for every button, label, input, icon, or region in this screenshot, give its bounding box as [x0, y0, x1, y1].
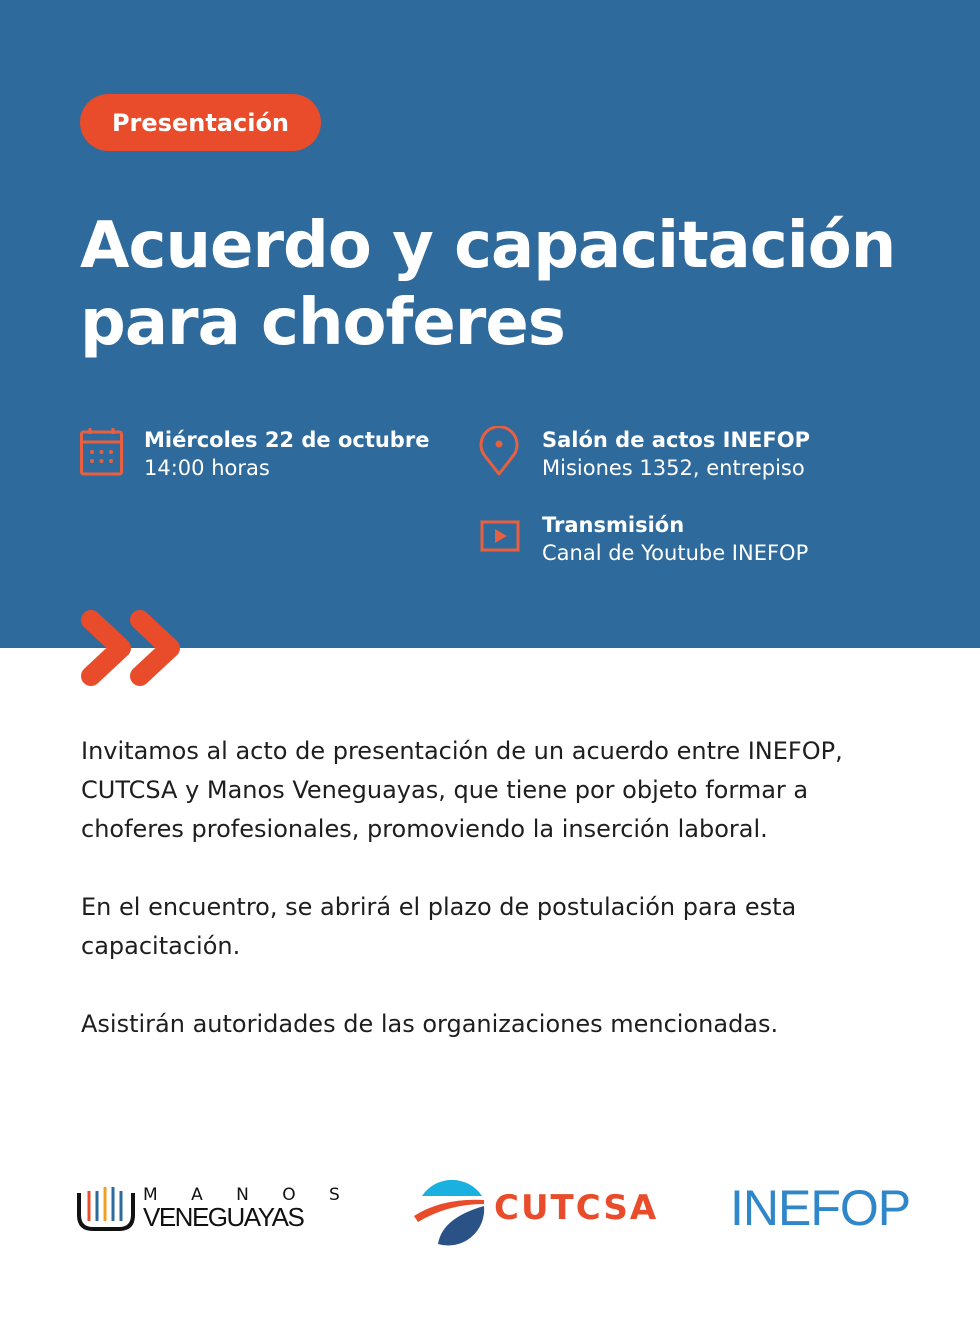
time-text: 14:00 horas: [144, 456, 270, 480]
location-pin-icon: [478, 426, 524, 478]
logo-text-top: M A N O S: [143, 1184, 354, 1205]
page-title: Acuerdo y capacitación para choferes: [80, 209, 896, 360]
paragraph: Invitamos al acto de presentación de un acuerdo entre INEFOP, CUTCSA y Manos Veneguayas, que tiene por objeto formar a choferes profesionales, promoviendo la inserción laboral.: [81, 737, 843, 843]
event-location: [478, 426, 810, 482]
calendar-icon: [80, 426, 126, 478]
venue-name: Salón de actos INEFOP: [542, 428, 810, 452]
cutcsa-logo: [412, 1170, 658, 1246]
paragraph: Asistirán autoridades de las organizaciones mencionadas.: [81, 1010, 779, 1038]
stream-channel: Canal de Youtube INEFOP: [542, 541, 809, 565]
venue-address: Misiones 1352, entrepiso: [542, 456, 805, 480]
date-text: Miércoles 22 de octubre: [144, 428, 430, 452]
partner-logos: [0, 1165, 980, 1255]
event-stream: [478, 511, 808, 567]
description: [81, 732, 901, 1083]
inefop-logo: [730, 1179, 910, 1237]
logo-text: CUTCSA: [494, 1188, 659, 1228]
header-banner: [0, 0, 980, 648]
stream-label: Transmisión: [542, 513, 685, 537]
event-date: [80, 426, 429, 482]
manos-veneguayas-logo: [75, 1183, 354, 1233]
logo-text: INEFOP: [730, 1180, 911, 1236]
logo-text-bottom: VENEGUAYAS: [143, 1201, 304, 1232]
double-chevron-icon: [78, 608, 182, 688]
cutcsa-emblem-icon: [412, 1170, 488, 1246]
play-video-icon: [478, 511, 524, 563]
category-badge: Presentación: [80, 94, 321, 151]
paragraph: En el encuentro, se abrirá el plazo de postulación para esta capacitación.: [81, 893, 797, 960]
hand-icon: [75, 1183, 137, 1233]
